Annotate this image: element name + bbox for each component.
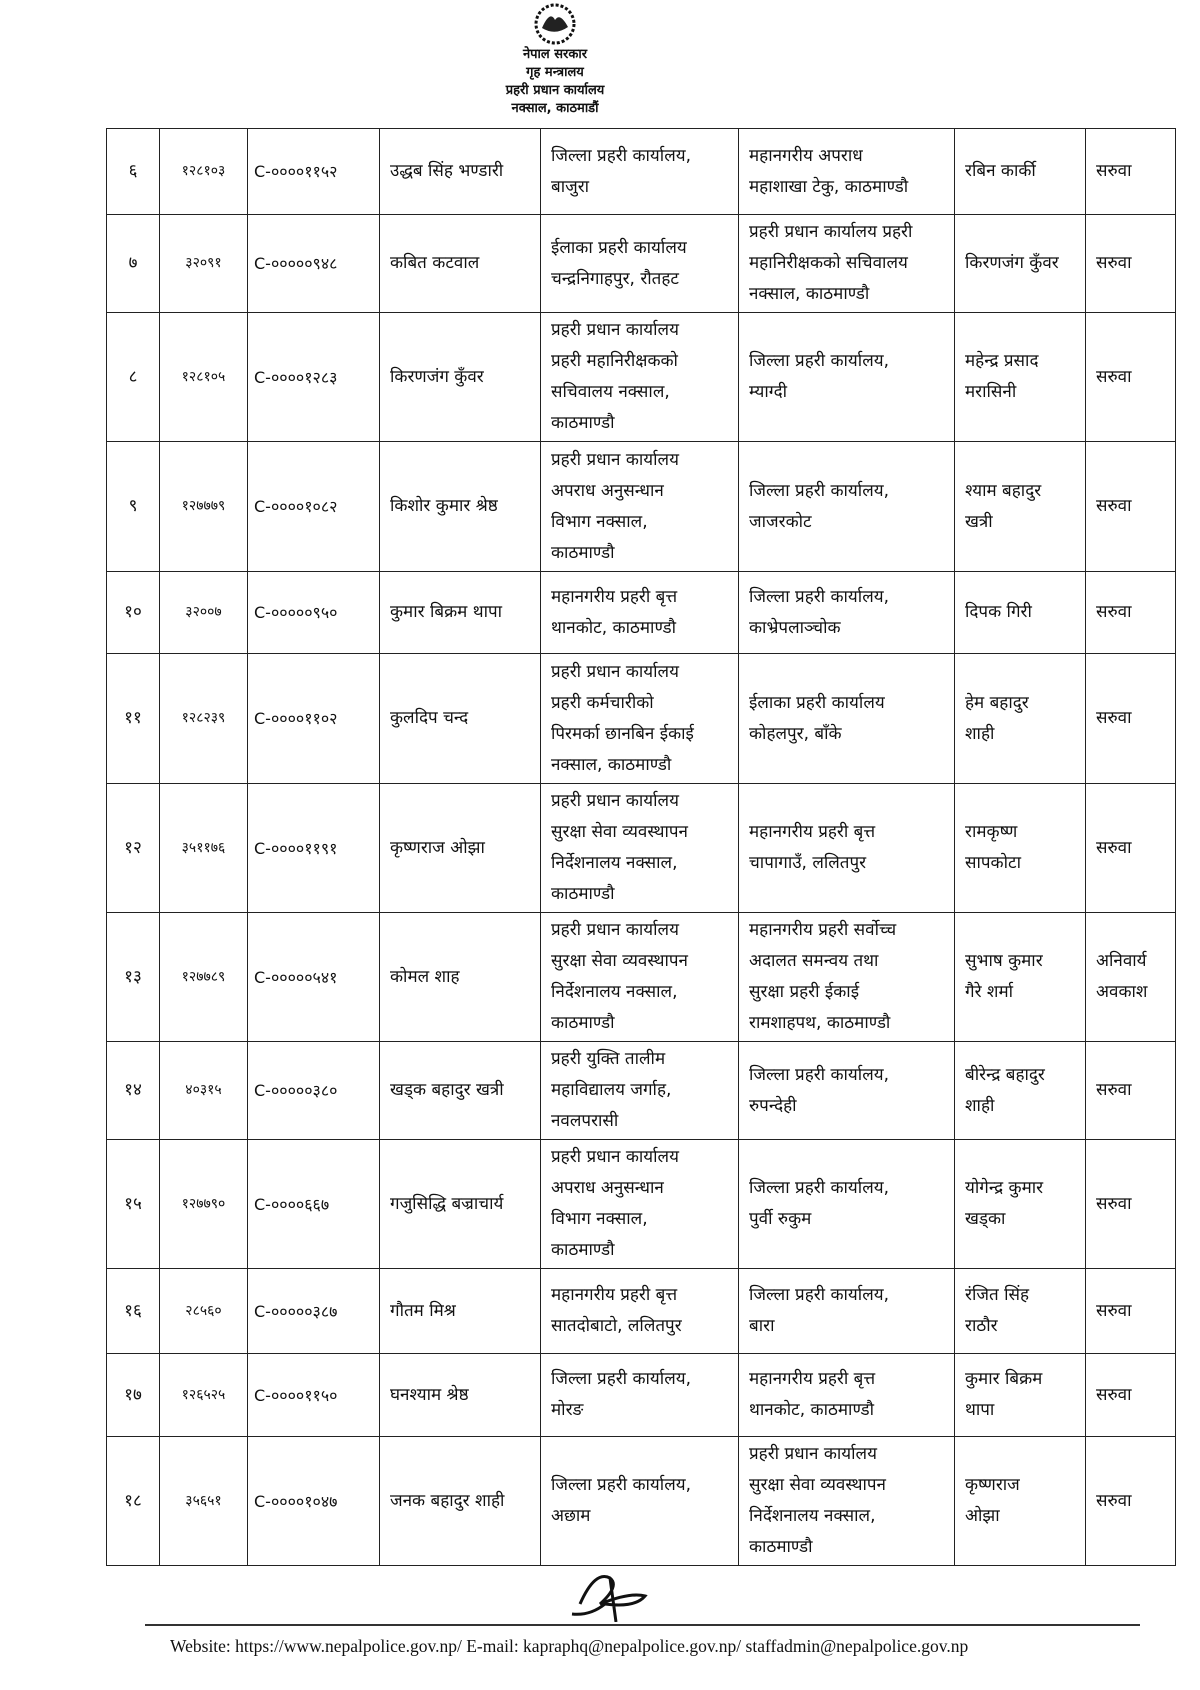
replacement-name-line: थापा: [965, 1400, 995, 1420]
current-office-line: महानगरीय प्रहरी बृत्त: [551, 1285, 678, 1305]
signature: [560, 1566, 670, 1622]
replacement-name-line: शाही: [965, 723, 995, 744]
remark-line: सरुवा: [1096, 708, 1132, 728]
replacement-name-line: शाही: [965, 1095, 995, 1116]
transfer-office-line: महाशाखा टेकु, काठमाण्डौ: [749, 176, 909, 197]
current-office-line: महानगरीय प्रहरी बृत्त: [551, 586, 678, 607]
employee-id: ३५११७६: [160, 784, 248, 913]
government-seal: [480, 2, 630, 124]
table-row: [107, 913, 1176, 1042]
code-number: C-००००१०८२: [248, 442, 380, 572]
remark: [1086, 215, 1176, 313]
remark-line: सरुवा: [1096, 837, 1132, 858]
transfer-office-line: नक्साल, काठमाण्डौ: [749, 284, 870, 304]
seal-line: प्रहरी प्रधान कार्यालय: [505, 83, 605, 98]
remark: [1086, 784, 1176, 913]
remark: [1086, 913, 1176, 1042]
replacement-name: [955, 129, 1086, 215]
replacement-name-line: श्याम बहादुर: [965, 480, 1042, 501]
remark: [1086, 442, 1176, 572]
employee-id: १२६५२५: [160, 1354, 248, 1437]
transfer-office: [739, 313, 955, 442]
seal-line: नक्साल, काठमाडौं: [511, 101, 599, 116]
transfer-office-line: ईलाका प्रहरी कार्यालय: [749, 692, 885, 713]
replacement-name-line: रामकृष्ण: [965, 822, 1018, 842]
replacement-name: [955, 784, 1086, 913]
table-row: [107, 1042, 1176, 1140]
current-office-line: काठमाण्डौ: [551, 1240, 615, 1260]
employee-name: कुमार बिक्रम थापा: [380, 572, 541, 654]
replacement-name-line: ओझा: [965, 1506, 1000, 1526]
serial-number: ६: [107, 129, 160, 215]
code-number: C-०००००९४८: [248, 215, 380, 313]
footer-contact: Website: https://www.nepalpolice.gov.np/ E-mail: kapraphq@nepalpolice.gov.np/ staffadmin@nepalpolice.gov.np: [170, 1636, 969, 1656]
table-row: [107, 784, 1176, 913]
current-office: [541, 654, 739, 784]
transfer-office-line: बारा: [749, 1316, 775, 1336]
replacement-name: [955, 442, 1086, 572]
seal-line: गृह मन्त्रालय: [526, 65, 584, 80]
transfer-office: [739, 913, 955, 1042]
serial-number: १६: [107, 1269, 160, 1354]
transfer-office-line: प्रहरी प्रधान कार्यालय प्रहरी: [749, 222, 913, 242]
serial-number: ७: [107, 215, 160, 313]
current-office-line: विभाग नक्साल,: [551, 1209, 648, 1229]
replacement-name: [955, 1140, 1086, 1269]
remark-line: सरुवा: [1096, 1490, 1132, 1511]
current-office-line: मोरङ: [551, 1400, 584, 1420]
replacement-name-line: दिपक गिरी: [965, 602, 1032, 622]
current-office: [541, 1437, 739, 1566]
replacement-name: [955, 313, 1086, 442]
current-office-line: प्रहरी युक्ति तालीम: [551, 1049, 666, 1069]
current-office-line: काठमाण्डौ: [551, 1013, 615, 1033]
replacement-name-line: सापकोटा: [965, 853, 1021, 873]
replacement-name-line: खत्री: [965, 511, 993, 532]
transfer-table: [106, 128, 1176, 1566]
serial-number: १८: [107, 1437, 160, 1566]
current-office-line: अछाम: [551, 1506, 591, 1526]
current-office-line: जिल्ला प्रहरी कार्यालय,: [551, 1475, 691, 1495]
transfer-office-line: जिल्ला प्रहरी कार्यालय,: [749, 480, 889, 501]
replacement-name-line: गैरे शर्मा: [965, 982, 1014, 1002]
transfer-office: [739, 129, 955, 215]
current-office: [541, 215, 739, 313]
current-office-line: बाजुरा: [551, 176, 590, 197]
current-office-line: काठमाण्डौ: [551, 413, 615, 433]
code-number: C-००००१२८३: [248, 313, 380, 442]
current-office-line: सुरक्षा सेवा व्यवस्थापन: [551, 951, 688, 971]
table-row: [107, 1354, 1176, 1437]
remark: [1086, 1042, 1176, 1140]
current-office-line: प्रहरी प्रधान कार्यालय: [551, 920, 679, 940]
employee-name: खड्क बहादुर खत्री: [380, 1042, 541, 1140]
current-office-line: प्रहरी महानिरीक्षकको: [551, 351, 678, 371]
remark-line: अवकाश: [1096, 982, 1148, 1002]
remark: [1086, 1269, 1176, 1354]
current-office: [541, 572, 739, 654]
table-row: [107, 313, 1176, 442]
transfer-office-line: चापागाउँ, ललितपुर: [749, 853, 867, 873]
serial-number: १७: [107, 1354, 160, 1437]
transfer-office-line: महानगरीय अपराध: [749, 145, 863, 166]
transfer-office: [739, 442, 955, 572]
transfer-office-line: अदालत समन्वय तथा: [749, 951, 879, 971]
transfer-office: [739, 654, 955, 784]
remark: [1086, 654, 1176, 784]
replacement-name: [955, 1269, 1086, 1354]
replacement-name-line: महेन्द्र प्रसाद: [965, 351, 1039, 371]
emblem-icon: [536, 5, 574, 43]
transfer-office-line: महानगरीय प्रहरी बृत्त: [749, 822, 876, 842]
code-number: C-००००११५२: [248, 129, 380, 215]
employee-name: घनश्याम श्रेष्ठ: [380, 1354, 541, 1437]
transfer-office-line: जिल्ला प्रहरी कार्यालय,: [749, 1285, 889, 1305]
transfer-office-line: महानिरीक्षकको सचिवालय: [749, 253, 908, 273]
code-number: C-००००११९१: [248, 784, 380, 913]
transfer-office-line: जिल्ला प्रहरी कार्यालय,: [749, 1178, 889, 1198]
transfer-office-line: जाजरकोट: [749, 511, 812, 532]
replacement-name-line: योगेन्द्र कुमार: [965, 1178, 1044, 1198]
current-office-line: काठमाण्डौ: [551, 884, 615, 904]
transfer-office-line: काठमाण्डौ: [749, 1537, 813, 1557]
table-row: [107, 215, 1176, 313]
employee-id: १२८१०५: [160, 313, 248, 442]
current-office-line: जिल्ला प्रहरी कार्यालय,: [551, 1369, 691, 1389]
remark-line: सरुवा: [1096, 1384, 1132, 1405]
remark-line: सरुवा: [1096, 253, 1132, 273]
remark-line: सरुवा: [1096, 1193, 1132, 1214]
employee-id: २८५६०: [160, 1269, 248, 1354]
table-row: [107, 1269, 1176, 1354]
current-office: [541, 784, 739, 913]
replacement-name-line: कुमार बिक्रम: [965, 1369, 1043, 1389]
remark: [1086, 1140, 1176, 1269]
remark: [1086, 313, 1176, 442]
transfer-office-line: रामशाहपथ, काठमाण्डौ: [749, 1013, 891, 1033]
current-office: [541, 442, 739, 572]
replacement-name-line: रंजित सिंह: [965, 1285, 1029, 1305]
transfer-office-line: निर्देशनालय नक्साल,: [749, 1506, 876, 1526]
transfer-office-line: सुरक्षा सेवा व्यवस्थापन: [749, 1475, 886, 1495]
remark-line: अनिवार्य: [1096, 951, 1147, 971]
employee-name: उद्धब सिंह भण्डारी: [380, 129, 541, 215]
transfer-office-line: प्रहरी प्रधान कार्यालय: [749, 1444, 877, 1464]
serial-number: १३: [107, 913, 160, 1042]
table-row: [107, 572, 1176, 654]
code-number: C-०००००९५०: [248, 572, 380, 654]
current-office: [541, 313, 739, 442]
current-office-line: थानकोट, काठमाण्डौ: [551, 617, 677, 638]
transfer-office-line: जिल्ला प्रहरी कार्यालय,: [749, 351, 889, 371]
replacement-name: [955, 1042, 1086, 1140]
serial-number: १२: [107, 784, 160, 913]
serial-number: १४: [107, 1042, 160, 1140]
current-office: [541, 1269, 739, 1354]
replacement-name-line: खड्का: [965, 1209, 1006, 1229]
current-office-line: जिल्ला प्रहरी कार्यालय,: [551, 145, 691, 166]
code-number: C-०००००५४१: [248, 913, 380, 1042]
employee-name: कोमल शाह: [380, 913, 541, 1042]
transfer-office-line: महानगरीय प्रहरी सर्वोच्च: [749, 920, 897, 940]
employee-id: ४०३१५: [160, 1042, 248, 1140]
transfer-office-line: म्याग्दी: [749, 382, 787, 402]
current-office-line: नवलपरासी: [551, 1111, 619, 1131]
current-office-line: प्रहरी प्रधान कार्यालय: [551, 791, 679, 811]
remark-line: सरुवा: [1096, 366, 1132, 387]
code-number: C-००००११०२: [248, 654, 380, 784]
current-office-line: अपराध अनुसन्धान: [551, 1178, 664, 1198]
employee-id: ३५६५१: [160, 1437, 248, 1566]
serial-number: १५: [107, 1140, 160, 1269]
remark: [1086, 129, 1176, 215]
table-row: [107, 654, 1176, 784]
current-office-line: निर्देशनालय नक्साल,: [551, 982, 678, 1002]
employee-name: कबित कटवाल: [380, 215, 541, 313]
current-office-line: प्रहरी प्रधान कार्यालय: [551, 320, 679, 340]
transfer-office-line: जिल्ला प्रहरी कार्यालय,: [749, 1064, 889, 1085]
serial-number: ९: [107, 442, 160, 572]
employee-id: १२७७९०: [160, 1140, 248, 1269]
current-office: [541, 1354, 739, 1437]
transfer-office: [739, 1269, 955, 1354]
code-number: C-००००६६७: [248, 1140, 380, 1269]
replacement-name: [955, 215, 1086, 313]
current-office: [541, 913, 739, 1042]
code-number: C-००००१०४७: [248, 1437, 380, 1566]
serial-number: ११: [107, 654, 160, 784]
transfer-office: [739, 1354, 955, 1437]
serial-number: १०: [107, 572, 160, 654]
replacement-name-line: सुभाष कुमार: [965, 951, 1043, 971]
replacement-name: [955, 1437, 1086, 1566]
table-row: [107, 442, 1176, 572]
current-office-line: सातदोबाटो, ललितपुर: [551, 1316, 682, 1336]
employee-name: जनक बहादुर शाही: [380, 1437, 541, 1566]
employee-id: १२७७७९: [160, 442, 248, 572]
employee-id: ३२००७: [160, 572, 248, 654]
employee-id: १२८१०३: [160, 129, 248, 215]
current-office-line: प्रहरी प्रधान कार्यालय: [551, 661, 679, 682]
transfer-office-line: पुर्वी रुकुम: [749, 1209, 812, 1229]
current-office-line: अपराध अनुसन्धान: [551, 480, 664, 501]
replacement-name-line: मरासिनी: [965, 382, 1017, 402]
transfer-office: [739, 572, 955, 654]
replacement-name-line: राठौर: [965, 1316, 998, 1336]
transfer-office-line: महानगरीय प्रहरी बृत्त: [749, 1369, 876, 1389]
transfer-office: [739, 1140, 955, 1269]
current-office-line: प्रहरी प्रधान कार्यालय: [551, 449, 679, 470]
transfer-office-line: रुपन्देही: [749, 1095, 797, 1116]
code-number: C-००००११५०: [248, 1354, 380, 1437]
current-office-line: काठमाण्डौ: [551, 542, 615, 563]
employee-id: १२७७८९: [160, 913, 248, 1042]
employee-name: गजुसिद्धि बज्राचार्य: [380, 1140, 541, 1269]
table-row: [107, 1437, 1176, 1566]
current-office: [541, 129, 739, 215]
employee-name: कृष्णराज ओझा: [380, 784, 541, 913]
current-office-line: प्रहरी कर्मचारीको: [551, 692, 654, 713]
replacement-name-line: रबिन कार्की: [965, 161, 1036, 181]
current-office: [541, 1042, 739, 1140]
current-office-line: विभाग नक्साल,: [551, 511, 648, 532]
transfer-office: [739, 1042, 955, 1140]
replacement-name-line: कृष्णराज: [965, 1475, 1020, 1495]
transfer-office-line: कोहलपुर, बाँके: [749, 723, 842, 744]
current-office-line: सुरक्षा सेवा व्यवस्थापन: [551, 822, 688, 842]
remark-line: सरुवा: [1096, 496, 1132, 516]
table-row: [107, 1140, 1176, 1269]
code-number: C-०००००३८०: [248, 1042, 380, 1140]
remark-line: सरुवा: [1096, 602, 1132, 622]
remark-line: सरुवा: [1096, 1300, 1132, 1321]
current-office-line: चन्द्रनिगाहपुर, रौतहट: [551, 268, 679, 289]
employee-name: किरणजंग कुँवर: [380, 313, 541, 442]
serial-number: ८: [107, 313, 160, 442]
replacement-name-line: किरणजंग कुँवर: [965, 253, 1059, 273]
replacement-name: [955, 654, 1086, 784]
transfer-office-line: थानकोट, काठमाण्डौ: [749, 1400, 875, 1420]
transfer-office-line: जिल्ला प्रहरी कार्यालय,: [749, 586, 889, 607]
replacement-name: [955, 572, 1086, 654]
footer-divider: [145, 1624, 1140, 1626]
current-office-line: नक्साल, काठमाण्डौ: [551, 754, 672, 775]
replacement-name-line: बीरेन्द्र बहादुर: [965, 1064, 1045, 1085]
transfer-office: [739, 784, 955, 913]
employee-name: कुलदिप चन्द: [380, 654, 541, 784]
current-office-line: पिरमर्का छानबिन ईकाई: [551, 723, 694, 744]
current-office-line: सचिवालय नक्साल,: [551, 382, 670, 402]
transfer-office: [739, 1437, 955, 1566]
current-office-line: निर्देशनालय नक्साल,: [551, 853, 678, 873]
replacement-name-line: हेम बहादुर: [965, 692, 1029, 713]
remark-line: सरुवा: [1096, 1080, 1132, 1100]
table-row: [107, 129, 1176, 215]
transfer-office: [739, 215, 955, 313]
current-office-line: महाविद्यालय जर्गाह,: [551, 1080, 672, 1100]
employee-id: ३२०९१: [160, 215, 248, 313]
replacement-name: [955, 913, 1086, 1042]
employee-name: किशोर कुमार श्रेष्ठ: [380, 442, 541, 572]
remark: [1086, 572, 1176, 654]
remark: [1086, 1354, 1176, 1437]
transfer-office-line: सुरक्षा प्रहरी ईकाई: [749, 982, 860, 1002]
replacement-name: [955, 1354, 1086, 1437]
remark-line: सरुवा: [1096, 161, 1132, 181]
current-office-line: ईलाका प्रहरी कार्यालय: [551, 237, 687, 258]
remark: [1086, 1437, 1176, 1566]
seal-line: नेपाल सरकार: [522, 47, 588, 62]
current-office: [541, 1140, 739, 1269]
current-office-line: प्रहरी प्रधान कार्यालय: [551, 1147, 679, 1167]
transfer-office-line: काभ्रेपलाञ्चोक: [749, 617, 841, 638]
code-number: C-०००००३८७: [248, 1269, 380, 1354]
employee-name: गौतम मिश्र: [380, 1269, 541, 1354]
employee-id: १२८२३९: [160, 654, 248, 784]
